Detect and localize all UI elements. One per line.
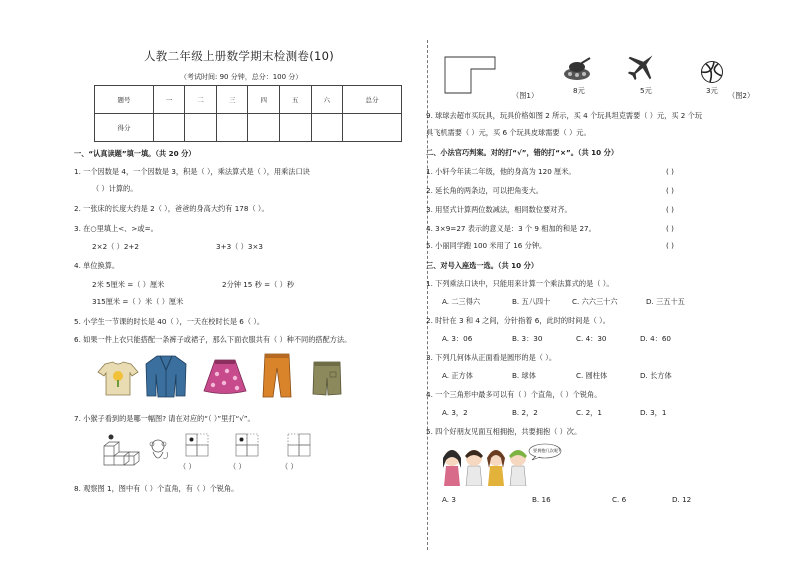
- choice-4-option-d[interactable]: D. 3，1: [640, 408, 667, 417]
- choice-4-option-b[interactable]: B. 2，2: [512, 408, 538, 417]
- section2-heading: 二、小法官巧判案。对的打“√”，错的打“×”。（共 10 分）: [426, 148, 619, 157]
- score-col-label: 题号: [95, 86, 154, 114]
- score-cell[interactable]: [153, 114, 185, 142]
- question-3-b: 3+3（ ）3×3: [216, 242, 263, 251]
- score-row-label: 得分: [95, 114, 154, 142]
- score-cell[interactable]: [216, 114, 248, 142]
- judge-answer-4[interactable]: ( ): [666, 224, 674, 233]
- question-1-line2: （ ）计算的。: [92, 184, 138, 193]
- choice-3-option-a[interactable]: A. 正方体: [442, 371, 473, 380]
- question-4-c: 315厘米 =（ ）米（ ）厘米: [92, 297, 184, 306]
- judge-answer-5[interactable]: ( ): [666, 241, 674, 250]
- choice-1-option-b[interactable]: B. 五八四十: [512, 297, 551, 306]
- view-option-2: [235, 433, 259, 457]
- score-table-header-row: [95, 86, 402, 114]
- score-col-1: 一: [153, 86, 185, 114]
- section3-heading: 三、对号入座选一选。（共 10 分）: [426, 261, 539, 270]
- score-cell[interactable]: [185, 114, 217, 142]
- page-title: 人教二年级上册数学期末检测卷(10): [144, 49, 335, 63]
- shorts-image: [312, 360, 342, 396]
- view-option-2-answer[interactable]: （ ）: [229, 462, 246, 471]
- judge-item-5: 5. 小丽同学跑 100 米用了 16 分钟。: [426, 241, 547, 250]
- tank-toy-image: [562, 54, 592, 82]
- choice-question-3: 3. 下列几何体从正面看是圆形的是（ ）。: [426, 353, 557, 362]
- view-option-1-answer[interactable]: （ ）: [179, 462, 196, 471]
- question-8: 8. 观察图 1，图中有（ ）个直角，有（ ）个锐角。: [74, 484, 239, 493]
- score-table: [94, 85, 402, 142]
- view-option-3: [287, 433, 311, 457]
- judge-item-4: 4. 3×9=27 表示的意义是：3 个 9 相加的和是 27。: [426, 224, 596, 233]
- question-2: 2. 一张床的长度大约是 2（ ），爸爸的身高大约有 178（ ）。: [74, 204, 269, 213]
- judge-item-2: 2. 延长角的两条边，可以把角变大。: [426, 186, 543, 195]
- monkey-image: [146, 438, 170, 464]
- score-col-4: 四: [248, 86, 280, 114]
- question-1-line1: 1. 一个因数是 4，一个因数是 3，积是（ ），乘法算式是（ ），用乘法口诀: [74, 167, 310, 176]
- section1-heading: 一、“认真读题”填一填。（共 20 分）: [74, 149, 196, 158]
- score-col-6: 六: [311, 86, 343, 114]
- choice-question-1: 1. 下列乘法口诀中，只能用来计算一个乘法算式的是（ ）。: [426, 279, 614, 288]
- choice-1-option-c[interactable]: C. 六六三十六: [572, 297, 618, 306]
- choice-question-4: 4. 一个三角形中最多可以有（ ）个直角，（ ）个锐角。: [426, 390, 602, 399]
- figure-1-shape: [444, 56, 496, 96]
- choice-2-option-b[interactable]: B. 3：30: [512, 334, 543, 343]
- question-4-b: 2分钟 15 秒 =（ ）秒: [222, 280, 295, 289]
- choice-1-option-d[interactable]: D. 三五十五: [646, 297, 685, 306]
- question-9-line1: 9. 球球去超市买玩具，玩具价格如图 2 所示，买 4 个玩具坦克需要（ ）元，买 2 个玩: [426, 111, 703, 120]
- judge-answer-3[interactable]: ( ): [666, 205, 674, 214]
- airplane-toy-image: [626, 50, 658, 82]
- question-3: 3. 在○里填上<、>或=。: [74, 224, 158, 233]
- judge-item-1: 1. 小轩今年读二年级，他的身高为 120 厘米。: [426, 167, 576, 176]
- score-cell[interactable]: [248, 114, 280, 142]
- choice-3-option-d[interactable]: D. 长方体: [640, 371, 672, 380]
- score-col-5: 五: [280, 86, 312, 114]
- score-cell[interactable]: [280, 114, 312, 142]
- score-col-2: 二: [185, 86, 217, 114]
- tank-price: 8元: [573, 86, 585, 95]
- view-option-1: [185, 433, 209, 457]
- figure-2-label: （图2）: [728, 91, 755, 100]
- choice-5-option-a[interactable]: A. 3: [442, 495, 456, 504]
- choice-5-option-c[interactable]: C. 6: [612, 495, 627, 504]
- score-cell[interactable]: [311, 114, 343, 142]
- question-5: 5. 小学生一节课的时长是 40（ ），一天在校时长是 6（ ）。: [74, 317, 265, 326]
- cube-stack-image: [100, 432, 144, 466]
- airplane-price: 5元: [640, 86, 652, 95]
- exam-info: （考试时间: 90 分钟，总分：100 分）: [180, 73, 303, 81]
- question-4: 4. 单位换算。: [74, 261, 120, 270]
- judge-item-3: 3. 用竖式计算两位数减法，相同数位要对齐。: [426, 205, 572, 214]
- choice-4-option-a[interactable]: A. 3，2: [442, 408, 468, 417]
- judge-answer-1[interactable]: ( ): [666, 167, 674, 176]
- figure-1-label: （图1）: [512, 91, 539, 100]
- choice-2-option-d[interactable]: D. 4：60: [640, 334, 672, 343]
- score-col-3: 三: [216, 86, 248, 114]
- judge-answer-2[interactable]: ( ): [666, 186, 674, 195]
- choice-3-option-c[interactable]: C. 圆柱体: [576, 371, 608, 380]
- question-3-a: 2×2（ ）2+2: [92, 242, 139, 251]
- speech-bubble-text: 要拥抱几次呢?: [533, 448, 561, 453]
- skirt-image: [203, 358, 247, 394]
- question-4-a: 2米 5厘米 =（ ）厘米: [92, 280, 165, 289]
- choice-5-option-d[interactable]: D. 12: [672, 495, 692, 504]
- trousers-image: [262, 352, 292, 398]
- question-6: 6. 如果一件上衣只能搭配一条裤子或裙子，那么下面衣服共有（ ）种不同的搭配方法。: [74, 335, 352, 344]
- score-col-total: 总分: [343, 86, 402, 114]
- tshirt-image: [97, 360, 139, 396]
- choice-4-option-c[interactable]: C. 2，1: [576, 408, 602, 417]
- score-table-score-row: [95, 114, 402, 142]
- choice-2-option-a[interactable]: A. 3：06: [442, 334, 473, 343]
- question-7: 7. 小猴子看到的是哪一幅图? 请在对应的“（ ）”里打“√”。: [74, 414, 255, 423]
- choice-2-option-c[interactable]: C. 4：30: [576, 334, 607, 343]
- choice-question-2: 2. 时针在 3 和 4 之间，分针指着 6，此时的时间是（ ）。: [426, 316, 610, 325]
- choice-1-option-a[interactable]: A. 二三得六: [442, 297, 481, 306]
- view-option-3-answer[interactable]: （ ）: [281, 462, 298, 471]
- jacket-image: [145, 354, 187, 398]
- score-cell[interactable]: [343, 114, 402, 142]
- question-9-line2: 具飞机需要（ ）元，买 6 个玩具皮球需要（ ）元。: [426, 128, 591, 137]
- choice-5-option-b[interactable]: B. 16: [532, 495, 551, 504]
- choice-question-5: 5. 四个好朋友见面互相拥抱，共要拥抱（ ）次。: [426, 427, 582, 436]
- ball-price: 3元: [706, 86, 718, 95]
- choice-3-option-b[interactable]: B. 球体: [512, 371, 536, 380]
- ball-toy-image: [700, 60, 724, 84]
